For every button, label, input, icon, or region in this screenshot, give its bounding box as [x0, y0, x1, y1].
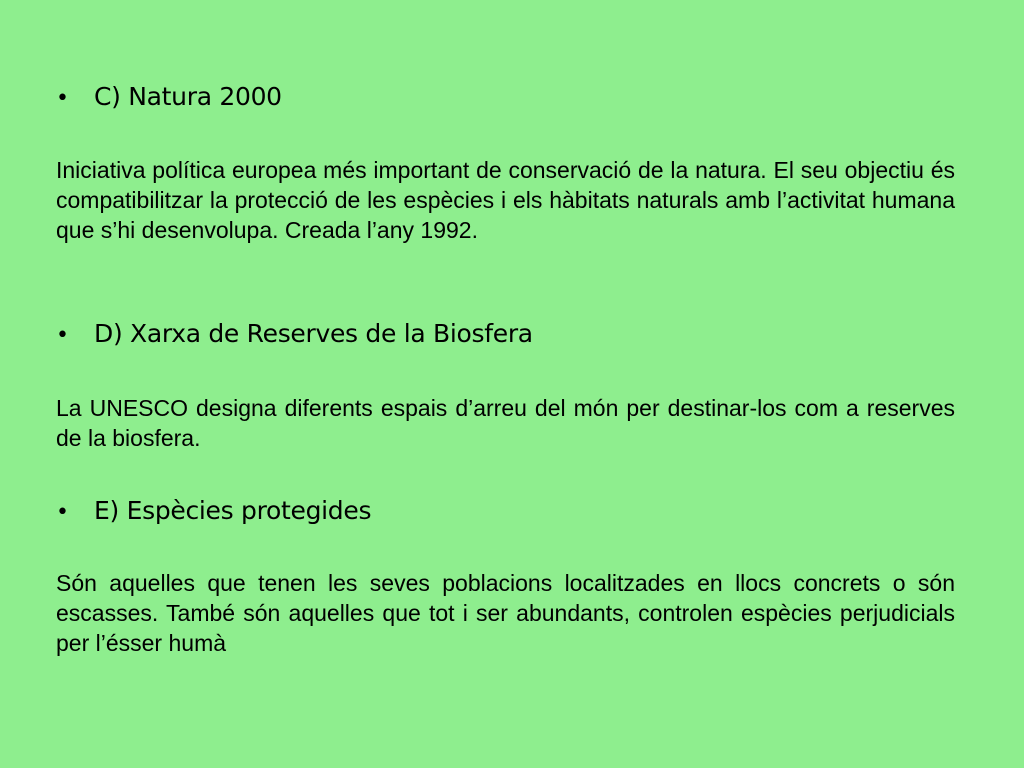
- heading-text: D) Xarxa de Reserves de la Biosfera: [94, 319, 533, 348]
- section-heading-reserves-biosfera: [56, 319, 956, 351]
- heading-text: E) Espècies protegides: [94, 496, 372, 525]
- section-body-especies-protegides: Són aquelles que tenen les seves poblacions localitzades en llocs concrets o són escasses. També són aquelles que tot i ser abundants, controlen espècies perjudicials per l’ésser humà: [56, 570, 955, 656]
- bullet-icon: •: [56, 86, 69, 111]
- bullet-icon: •: [56, 323, 69, 348]
- section-heading-natura-2000: [56, 82, 956, 114]
- section-heading-especies-protegides: [56, 496, 956, 528]
- section-body-reserves-biosfera: La UNESCO designa diferents espais d’arreu del món per destinar-los com a reserves de la biosfera.: [56, 395, 955, 451]
- bullet-icon: •: [56, 500, 69, 525]
- section-body-natura-2000: Iniciativa política europea més important de conservació de la natura. El seu objectiu és compatibilitzar la protecció de les espècies i els hàbitats naturals amb l’activitat humana que s’hi desenvolupa. Creada l’any 1992.: [56, 157, 955, 243]
- heading-text: C) Natura 2000: [94, 82, 282, 111]
